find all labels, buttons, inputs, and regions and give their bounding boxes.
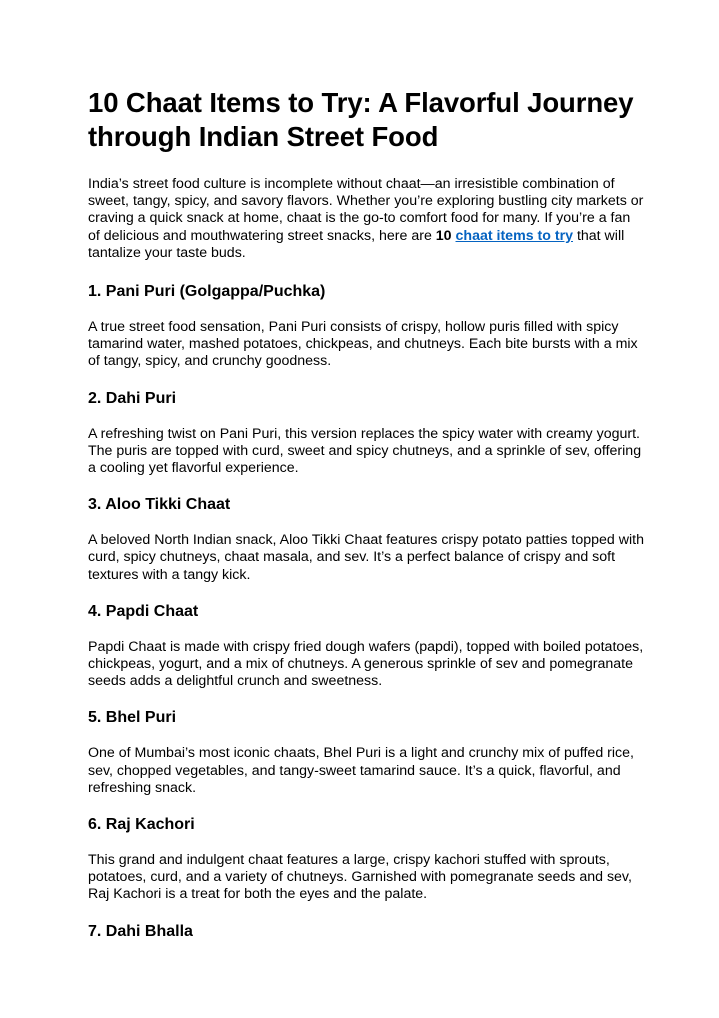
- section-papdi-chaat: [88, 602, 644, 691]
- section-raj-kachori: [88, 815, 644, 904]
- section-body: A refreshing twist on Pani Puri, this version replaces the spicy water with creamy yogurt. The puris are topped with curd, sweet and spicy chutneys, and a sprinkle of sev, offering a cooling yet flavorful experience.: [88, 425, 642, 477]
- intro-text: India’s street food culture is incomplete without chaat—an irresistible combination of sweet, tangy, spicy, and savory flavors. Whether you’re exploring bustling city markets or craving a quick snack at home, chaat is the go-to comfort food for many. If you’re a fan of delicious and mouthwatering street snacks, here are: [88, 176, 644, 244]
- section-heading: 7. Dahi Bhalla: [88, 922, 193, 940]
- section-heading: 2. Dahi Puri: [88, 389, 177, 407]
- section-dahi-bhalla: [88, 922, 644, 942]
- section-aloo-tikki-chaat: [88, 495, 644, 584]
- article-title: 10 Chaat Items to Try: A Flavorful Journey through Indian Street Food: [88, 87, 634, 152]
- document-page: [88, 86, 644, 942]
- section-heading: 6. Raj Kachori: [88, 816, 195, 834]
- section-body: A beloved North Indian snack, Aloo Tikki Chaat features crispy potato patties topped with curd, spicy chutneys, chaat masala, and sev. It’s a perfect balance of crispy and soft textures with a tangy kick.: [88, 532, 644, 583]
- section-body: Papdi Chaat is made with crispy fried dough wafers (papdi), topped with boiled potatoes, chickpeas, yogurt, and a mix of chutneys. A generous sprinkle of sev and pomegranate seeds adds a delightful crunch and sweetness.: [88, 638, 644, 690]
- section-heading: 1. Pani Puri (Golgappa/Puchka): [88, 283, 326, 301]
- section-heading: 3. Aloo Tikki Chaat: [88, 496, 231, 514]
- section-pani-puri: [88, 282, 644, 371]
- section-body: One of Mumbai’s most iconic chaats, Bhel Puri is a light and crunchy mix of puffed rice, sev, chopped vegetables, and tangy-sweet tamarind sauce. It’s a quick, flavorful, and refreshing snack.: [88, 745, 634, 796]
- intro-text-end: that will tantalize your taste buds.: [88, 227, 625, 261]
- section-body: A true street food sensation, Pani Puri consists of crispy, hollow puris filled with spicy tamarind water, mashed potatoes, chickpeas, and chutneys. Each bite bursts with a mix of tangy, spicy, and crunchy goodness.: [88, 319, 638, 370]
- intro-paragraph: [88, 176, 644, 262]
- section-body: This grand and indulgent chaat features a large, crispy kachori stuffed with sprouts, potatoes, curd, and a variety of chutneys. Garnished with pomegranate seeds and sev, Raj Kachori is a treat for both the eyes and the palate.: [88, 852, 632, 903]
- section-bhel-puri: [88, 708, 644, 797]
- chaat-items-link[interactable]: chaat items to try: [455, 227, 573, 244]
- section-heading: 4. Papdi Chaat: [88, 602, 199, 620]
- section-dahi-puri: [88, 389, 644, 478]
- intro-count: 10: [435, 227, 452, 244]
- section-heading: 5. Bhel Puri: [88, 709, 177, 727]
